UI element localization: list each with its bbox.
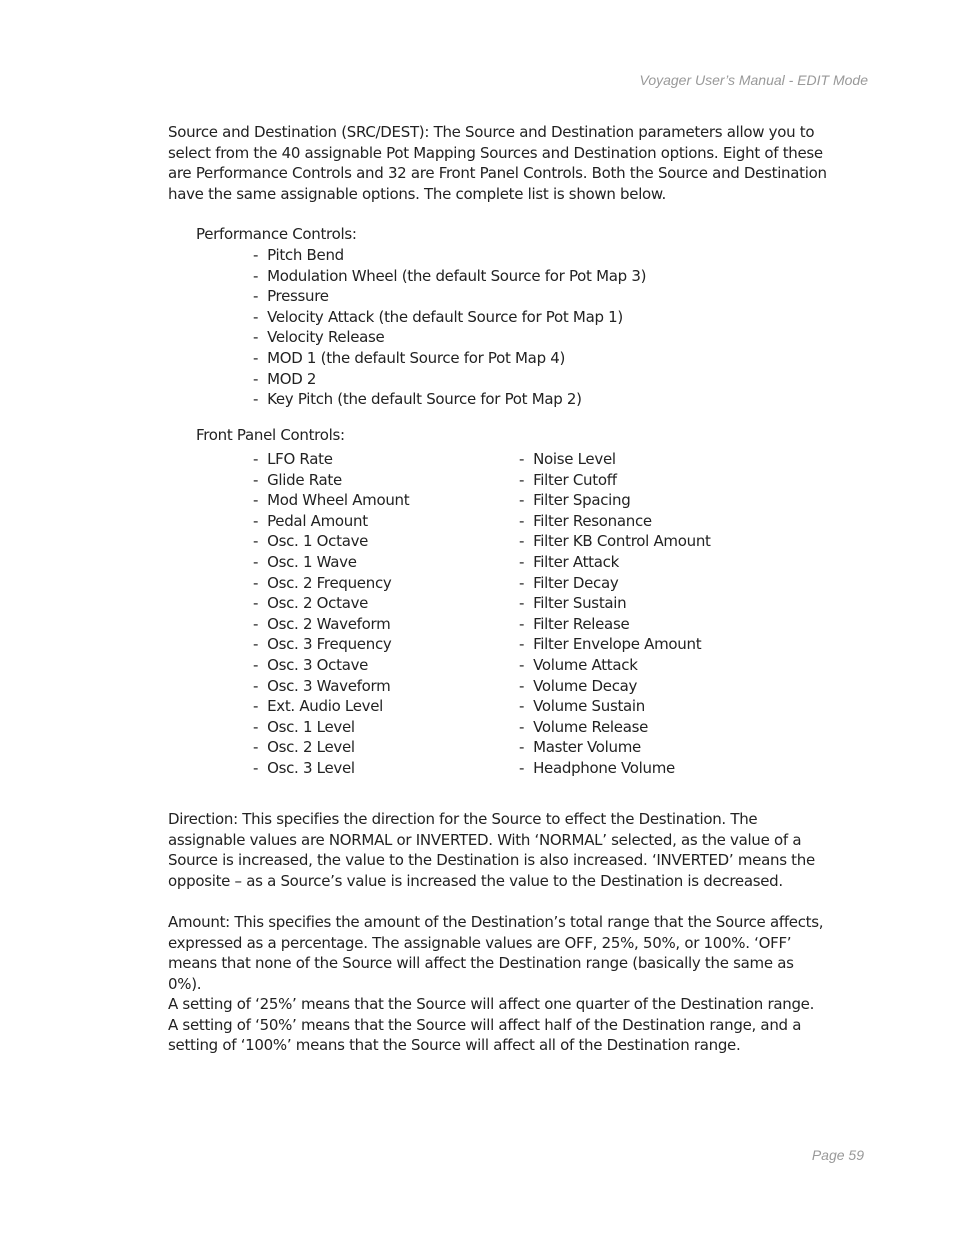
list-item: - Volume Attack bbox=[519, 655, 711, 676]
list-item: - Modulation Wheel (the default Source for Pot Map 3) bbox=[253, 266, 646, 287]
list-item: - Osc. 1 Octave bbox=[253, 531, 409, 552]
list-item: - Filter Release bbox=[519, 614, 711, 635]
intro-paragraph: Source and Destination (SRC/DEST): The Source and Destination parameters allow you to select from the 40 assignable Pot Mapping Sources and Destination options. Eight of these are Performance Controls and 32 are Front Panel Controls. Both the Source and Destination have the same assignable options. The complete list is shown below. bbox=[168, 123, 827, 203]
list-item: - Filter Sustain bbox=[519, 593, 711, 614]
front-panel-controls-label: Front Panel Controls: bbox=[196, 426, 345, 444]
list-item: - Pressure bbox=[253, 286, 646, 307]
list-item: - Osc. 2 Waveform bbox=[253, 614, 409, 635]
list-item: - Volume Release bbox=[519, 717, 711, 738]
list-item: - Key Pitch (the default Source for Pot Map 2) bbox=[253, 389, 646, 410]
performance-controls-list bbox=[253, 245, 646, 410]
list-item: - Osc. 3 Level bbox=[253, 758, 409, 779]
list-item: - Osc. 1 Level bbox=[253, 717, 409, 738]
list-item: - Osc. 2 Frequency bbox=[253, 573, 409, 594]
list-item: - Filter Attack bbox=[519, 552, 711, 573]
list-item: - Osc. 2 Octave bbox=[253, 593, 409, 614]
list-item: - LFO Rate bbox=[253, 449, 409, 470]
list-item: - Filter Spacing bbox=[519, 490, 711, 511]
performance-controls-label: Performance Controls: bbox=[196, 225, 357, 243]
page-number: Page 59 bbox=[811, 1147, 864, 1163]
running-header: Voyager User’s Manual - EDIT Mode bbox=[639, 72, 868, 88]
direction-paragraph: Direction: This specifies the direction for the Source to effect the Destination. The assignable values are NORMAL or INVERTED. With ‘NORMAL’ selected, as the value of a Source is increased, the value to the Destination is also increased. ‘INVERTED’ means the opposite – as a Source’s value is increased the value to the Destination is decreased. bbox=[168, 810, 815, 890]
list-item: - Noise Level bbox=[519, 449, 711, 470]
list-item: - Velocity Release bbox=[253, 327, 646, 348]
list-item: - Velocity Attack (the default Source for Pot Map 1) bbox=[253, 307, 646, 328]
list-item: - Filter Resonance bbox=[519, 511, 711, 532]
list-item: - Mod Wheel Amount bbox=[253, 490, 409, 511]
list-item: - Pitch Bend bbox=[253, 245, 646, 266]
list-item: - Osc. 3 Octave bbox=[253, 655, 409, 676]
list-item: - Filter Envelope Amount bbox=[519, 634, 711, 655]
list-item: - Filter Cutoff bbox=[519, 470, 711, 491]
list-item: - Osc. 3 Frequency bbox=[253, 634, 409, 655]
list-item: - Filter KB Control Amount bbox=[519, 531, 711, 552]
list-item: - Osc. 3 Waveform bbox=[253, 676, 409, 697]
amount-paragraph: Amount: This specifies the amount of the Destination’s total range that the Source affects, expressed as a percentage. The assignable values are OFF, 25%, 50%, or 100%. ‘OFF’ means that none of the Source will affect the Destination range (basically the same as 0%). bbox=[168, 913, 824, 993]
list-item: - Ext. Audio Level bbox=[253, 696, 409, 717]
amount-settings-paragraph: A setting of ‘25%’ means that the Source will affect one quarter of the Destination range. A setting of ‘50%’ means that the Source will affect half of the Destination range, and a setting of ‘100%’ means that the Source will affect all of the Destination range. bbox=[168, 995, 815, 1055]
list-item: - Glide Rate bbox=[253, 470, 409, 491]
front-panel-list-left bbox=[253, 449, 409, 779]
list-item: - Master Volume bbox=[519, 737, 711, 758]
list-item: - Osc. 2 Level bbox=[253, 737, 409, 758]
list-item: - Pedal Amount bbox=[253, 511, 409, 532]
list-item: - Volume Sustain bbox=[519, 696, 711, 717]
list-item: - Filter Decay bbox=[519, 573, 711, 594]
front-panel-list-right bbox=[519, 449, 711, 779]
list-item: - Volume Decay bbox=[519, 676, 711, 697]
list-item: - MOD 1 (the default Source for Pot Map 4) bbox=[253, 348, 646, 369]
list-item: - Osc. 1 Wave bbox=[253, 552, 409, 573]
list-item: - Headphone Volume bbox=[519, 758, 711, 779]
list-item: - MOD 2 bbox=[253, 369, 646, 390]
